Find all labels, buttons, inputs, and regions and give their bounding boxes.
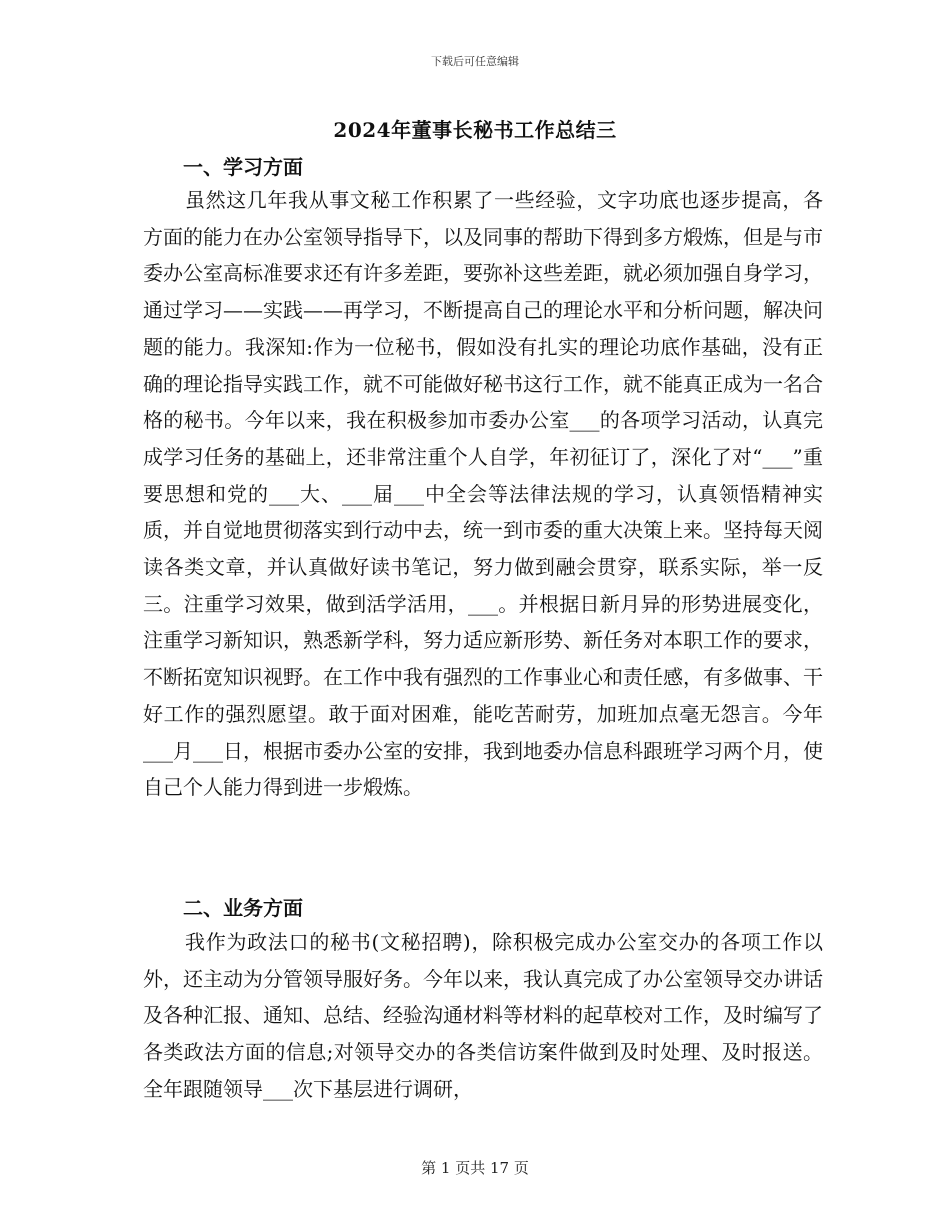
section-heading-business: 二、业务方面 <box>183 896 303 920</box>
page-header-note: 下载后可任意编辑 <box>431 55 519 68</box>
section-paragraph-business: 我作为政法口的秘书(文秘招聘)，除积极完成办公室交办的各项工作以外，还主动为分管领导服好务。今年以来，我认真完成了办公室领导交办讲话及各种汇报、通知、总结、经验沟通材料等材料的起草校对工作，及时编写了各类政法方面的信息;对领导交办的各类信访案件做到及时处理、及时报送。全年跟随领导___次下基层进行调研， <box>143 930 823 1101</box>
section-paragraph-study: 虽然这几年我从事文秘工作积累了一些经验，文字功底也逐步提高，各方面的能力在办公室领导指导下，以及同事的帮助下得到多方煅炼，但是与市委办公室高标准要求还有许多差距，要弥补这些差距，就必须加强自身学习，通过学习——实践——再学习，不断提高自己的理论水平和分析问题，解决问题的能力。我深知:作为一位秘书，假如没有扎实的理论功底作基础，没有正确的理论指导实践工作，就不可能做好秘书这行工作，就不能真正成为一名合格的秘书。今年以来，我在积极参加市委办公室___的各项学习活动，认真完成学习任务的基础上，还非常注重个人自学，年初征订了，深化了对“___”重要思想和党的___大、___届___中全会等法律法规的学习，认真领悟精神实质，并自觉地贯彻落实到行动中去，统一到市委的重大决策上来。坚持每天阅读各类文章，并认真做好读书笔记，努力做到融会贯穿，联系实际，举一反三。注重学习效果，做到活学活用，___。并根据日新月异的形势进展变化，注重学习新知识，熟悉新学科，努力适应新形势、新任务对本职工作的要求，不断拓宽知识视野。在工作中我有强烈的工作事业心和责任感，有多做事、干好工作的强烈愿望。敢于面对困难，能吃苦耐劳，加班加点毫无怨言。今年___月___日，根据市委办公室的安排，我到地委办信息科跟班学习两个月，使自己个人能力得到进一步煅炼。 <box>143 188 823 800</box>
page-footer: 第 1 页共 17 页 <box>421 1159 529 1177</box>
document-title: 2024年董事长秘书工作总结三 <box>333 118 617 142</box>
section-heading-study: 一、学习方面 <box>183 155 303 179</box>
